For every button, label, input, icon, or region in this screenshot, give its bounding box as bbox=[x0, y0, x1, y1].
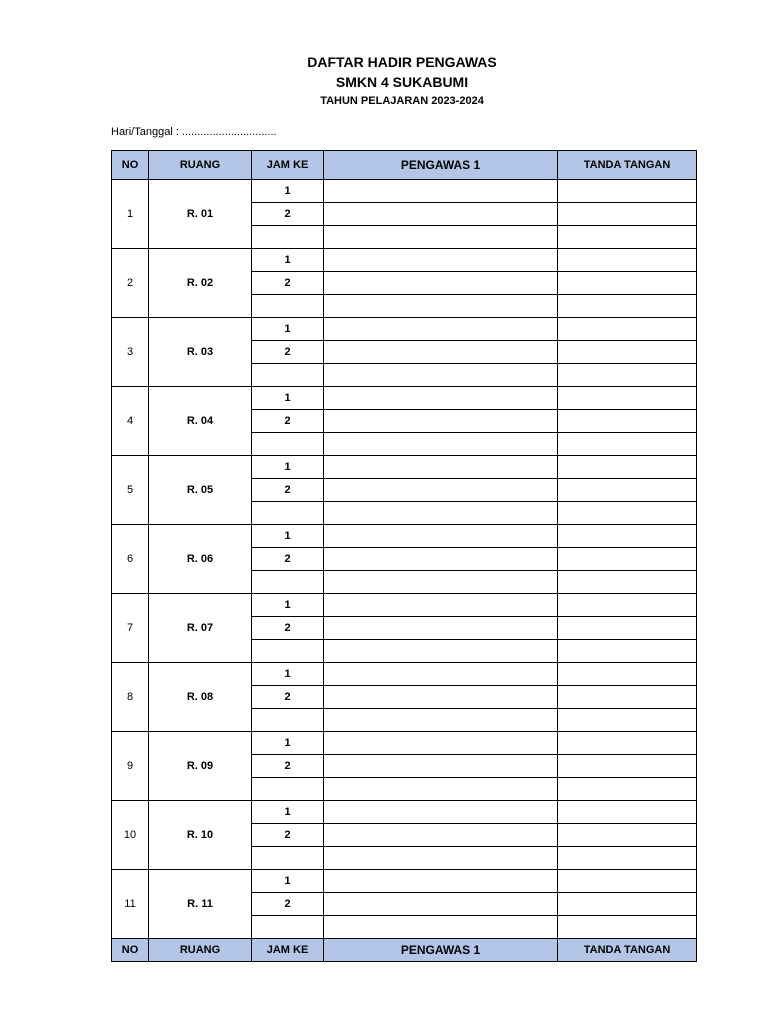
row-number: 10 bbox=[112, 801, 149, 870]
supervisor-name-cell[interactable] bbox=[324, 801, 558, 824]
signature-cell[interactable] bbox=[558, 732, 697, 755]
row-number: 5 bbox=[112, 456, 149, 525]
signature-cell[interactable] bbox=[558, 318, 697, 341]
attendance-table bbox=[111, 150, 697, 962]
session-number: 1 bbox=[252, 180, 324, 203]
supervisor-name-cell[interactable] bbox=[324, 709, 558, 732]
session-number bbox=[252, 709, 324, 732]
signature-cell[interactable] bbox=[558, 479, 697, 502]
signature-cell[interactable] bbox=[558, 617, 697, 640]
supervisor-name-cell[interactable] bbox=[324, 548, 558, 571]
signature-cell[interactable] bbox=[558, 410, 697, 433]
signature-cell[interactable] bbox=[558, 272, 697, 295]
room-name: R. 01 bbox=[149, 180, 252, 249]
supervisor-name-cell[interactable] bbox=[324, 226, 558, 249]
table-row bbox=[112, 456, 697, 479]
supervisor-name-cell[interactable] bbox=[324, 686, 558, 709]
signature-cell[interactable] bbox=[558, 709, 697, 732]
signature-cell[interactable] bbox=[558, 870, 697, 893]
session-number bbox=[252, 571, 324, 594]
supervisor-name-cell[interactable] bbox=[324, 387, 558, 410]
session-number: 1 bbox=[252, 456, 324, 479]
table-row bbox=[112, 594, 697, 617]
room-name: R. 11 bbox=[149, 870, 252, 939]
row-number: 8 bbox=[112, 663, 149, 732]
row-number: 3 bbox=[112, 318, 149, 387]
session-number: 2 bbox=[252, 686, 324, 709]
signature-cell[interactable] bbox=[558, 686, 697, 709]
session-number: 2 bbox=[252, 410, 324, 433]
session-number: 2 bbox=[252, 203, 324, 226]
table-row bbox=[112, 870, 697, 893]
column-header-supervisor: PENGAWAS 1 bbox=[324, 151, 558, 180]
table-header-row bbox=[112, 151, 697, 180]
column-header-no: NO bbox=[112, 151, 149, 180]
row-number: 7 bbox=[112, 594, 149, 663]
supervisor-name-cell[interactable] bbox=[324, 778, 558, 801]
session-number bbox=[252, 847, 324, 870]
signature-cell[interactable] bbox=[558, 341, 697, 364]
column-header-room: RUANG bbox=[149, 151, 252, 180]
room-name: R. 09 bbox=[149, 732, 252, 801]
room-name: R. 05 bbox=[149, 456, 252, 525]
column-footer-supervisor: PENGAWAS 1 bbox=[324, 939, 558, 962]
table-footer-row bbox=[112, 939, 697, 962]
table-row bbox=[112, 525, 697, 548]
session-number: 2 bbox=[252, 824, 324, 847]
school-name: SMKN 4 SUKABUMI bbox=[335, 74, 469, 90]
signature-cell[interactable] bbox=[558, 203, 697, 226]
supervisor-name-cell[interactable] bbox=[324, 847, 558, 870]
row-number: 4 bbox=[112, 387, 149, 456]
session-number: 2 bbox=[252, 272, 324, 295]
supervisor-name-cell[interactable] bbox=[324, 433, 558, 456]
supervisor-name-cell[interactable] bbox=[324, 410, 558, 433]
signature-cell[interactable] bbox=[558, 180, 697, 203]
session-number: 1 bbox=[252, 318, 324, 341]
supervisor-name-cell[interactable] bbox=[324, 893, 558, 916]
session-number bbox=[252, 433, 324, 456]
signature-cell[interactable] bbox=[558, 801, 697, 824]
supervisor-name-cell[interactable] bbox=[324, 571, 558, 594]
session-number: 1 bbox=[252, 870, 324, 893]
signature-cell[interactable] bbox=[558, 778, 697, 801]
supervisor-name-cell[interactable] bbox=[324, 180, 558, 203]
supervisor-name-cell[interactable] bbox=[324, 295, 558, 318]
signature-cell[interactable] bbox=[558, 824, 697, 847]
room-name: R. 04 bbox=[149, 387, 252, 456]
room-name: R. 10 bbox=[149, 801, 252, 870]
session-number: 2 bbox=[252, 617, 324, 640]
row-number: 1 bbox=[112, 180, 149, 249]
session-number: 1 bbox=[252, 732, 324, 755]
supervisor-name-cell[interactable] bbox=[324, 824, 558, 847]
supervisor-name-cell[interactable] bbox=[324, 525, 558, 548]
room-name: R. 06 bbox=[149, 525, 252, 594]
session-number: 1 bbox=[252, 801, 324, 824]
row-number: 2 bbox=[112, 249, 149, 318]
room-name: R. 08 bbox=[149, 663, 252, 732]
supervisor-name-cell[interactable] bbox=[324, 272, 558, 295]
session-number: 2 bbox=[252, 341, 324, 364]
room-name: R. 02 bbox=[149, 249, 252, 318]
signature-cell[interactable] bbox=[558, 295, 697, 318]
session-number bbox=[252, 364, 324, 387]
signature-cell[interactable] bbox=[558, 847, 697, 870]
column-footer-room: RUANG bbox=[149, 939, 252, 962]
session-number: 2 bbox=[252, 479, 324, 502]
table-row bbox=[112, 318, 697, 341]
session-number: 2 bbox=[252, 755, 324, 778]
row-number: 11 bbox=[112, 870, 149, 939]
document-header bbox=[0, 52, 768, 110]
supervisor-name-cell[interactable] bbox=[324, 732, 558, 755]
supervisor-name-cell[interactable] bbox=[324, 663, 558, 686]
column-footer-no: NO bbox=[112, 939, 149, 962]
column-footer-signature: TANDA TANGAN bbox=[558, 939, 697, 962]
signature-cell[interactable] bbox=[558, 571, 697, 594]
session-number bbox=[252, 640, 324, 663]
session-number bbox=[252, 916, 324, 939]
signature-cell[interactable] bbox=[558, 893, 697, 916]
supervisor-name-cell[interactable] bbox=[324, 364, 558, 387]
supervisor-name-cell[interactable] bbox=[324, 617, 558, 640]
supervisor-name-cell[interactable] bbox=[324, 870, 558, 893]
supervisor-name-cell[interactable] bbox=[324, 456, 558, 479]
session-number bbox=[252, 778, 324, 801]
supervisor-name-cell[interactable] bbox=[324, 479, 558, 502]
supervisor-name-cell[interactable] bbox=[324, 594, 558, 617]
signature-cell[interactable] bbox=[558, 364, 697, 387]
table-row bbox=[112, 663, 697, 686]
signature-cell[interactable] bbox=[558, 456, 697, 479]
signature-cell[interactable] bbox=[558, 594, 697, 617]
supervisor-name-cell[interactable] bbox=[324, 640, 558, 663]
signature-cell[interactable] bbox=[558, 755, 697, 778]
table-body bbox=[112, 180, 697, 939]
room-name: R. 07 bbox=[149, 594, 252, 663]
column-header-jam: JAM KE bbox=[252, 151, 324, 180]
signature-cell[interactable] bbox=[558, 640, 697, 663]
session-number bbox=[252, 226, 324, 249]
supervisor-name-cell[interactable] bbox=[324, 341, 558, 364]
session-number: 1 bbox=[252, 249, 324, 272]
row-number: 9 bbox=[112, 732, 149, 801]
session-number bbox=[252, 295, 324, 318]
session-number: 2 bbox=[252, 548, 324, 571]
table-row bbox=[112, 180, 697, 203]
room-name: R. 03 bbox=[149, 318, 252, 387]
table-row bbox=[112, 732, 697, 755]
signature-cell[interactable] bbox=[558, 433, 697, 456]
signature-cell[interactable] bbox=[558, 249, 697, 272]
table-row bbox=[112, 387, 697, 410]
session-number: 2 bbox=[252, 893, 324, 916]
signature-cell[interactable] bbox=[558, 663, 697, 686]
document-title: DAFTAR HADIR PENGAWAS bbox=[307, 54, 497, 70]
signature-cell[interactable] bbox=[558, 525, 697, 548]
row-number: 6 bbox=[112, 525, 149, 594]
signature-cell[interactable] bbox=[558, 916, 697, 939]
session-number bbox=[252, 502, 324, 525]
supervisor-name-cell[interactable] bbox=[324, 916, 558, 939]
table-row bbox=[112, 249, 697, 272]
supervisor-name-cell[interactable] bbox=[324, 318, 558, 341]
supervisor-name-cell[interactable] bbox=[324, 203, 558, 226]
session-number: 1 bbox=[252, 525, 324, 548]
date-line: Hari/Tanggal : ............................... bbox=[111, 126, 277, 138]
column-header-signature: TANDA TANGAN bbox=[558, 151, 697, 180]
supervisor-name-cell[interactable] bbox=[324, 249, 558, 272]
session-number: 1 bbox=[252, 594, 324, 617]
signature-cell[interactable] bbox=[558, 387, 697, 410]
signature-cell[interactable] bbox=[558, 548, 697, 571]
academic-year: TAHUN PELAJARAN 2023-2024 bbox=[320, 95, 484, 107]
supervisor-name-cell[interactable] bbox=[324, 755, 558, 778]
signature-cell[interactable] bbox=[558, 502, 697, 525]
column-footer-jam: JAM KE bbox=[252, 939, 324, 962]
table-row bbox=[112, 801, 697, 824]
signature-cell[interactable] bbox=[558, 226, 697, 249]
session-number: 1 bbox=[252, 663, 324, 686]
session-number: 1 bbox=[252, 387, 324, 410]
supervisor-name-cell[interactable] bbox=[324, 502, 558, 525]
